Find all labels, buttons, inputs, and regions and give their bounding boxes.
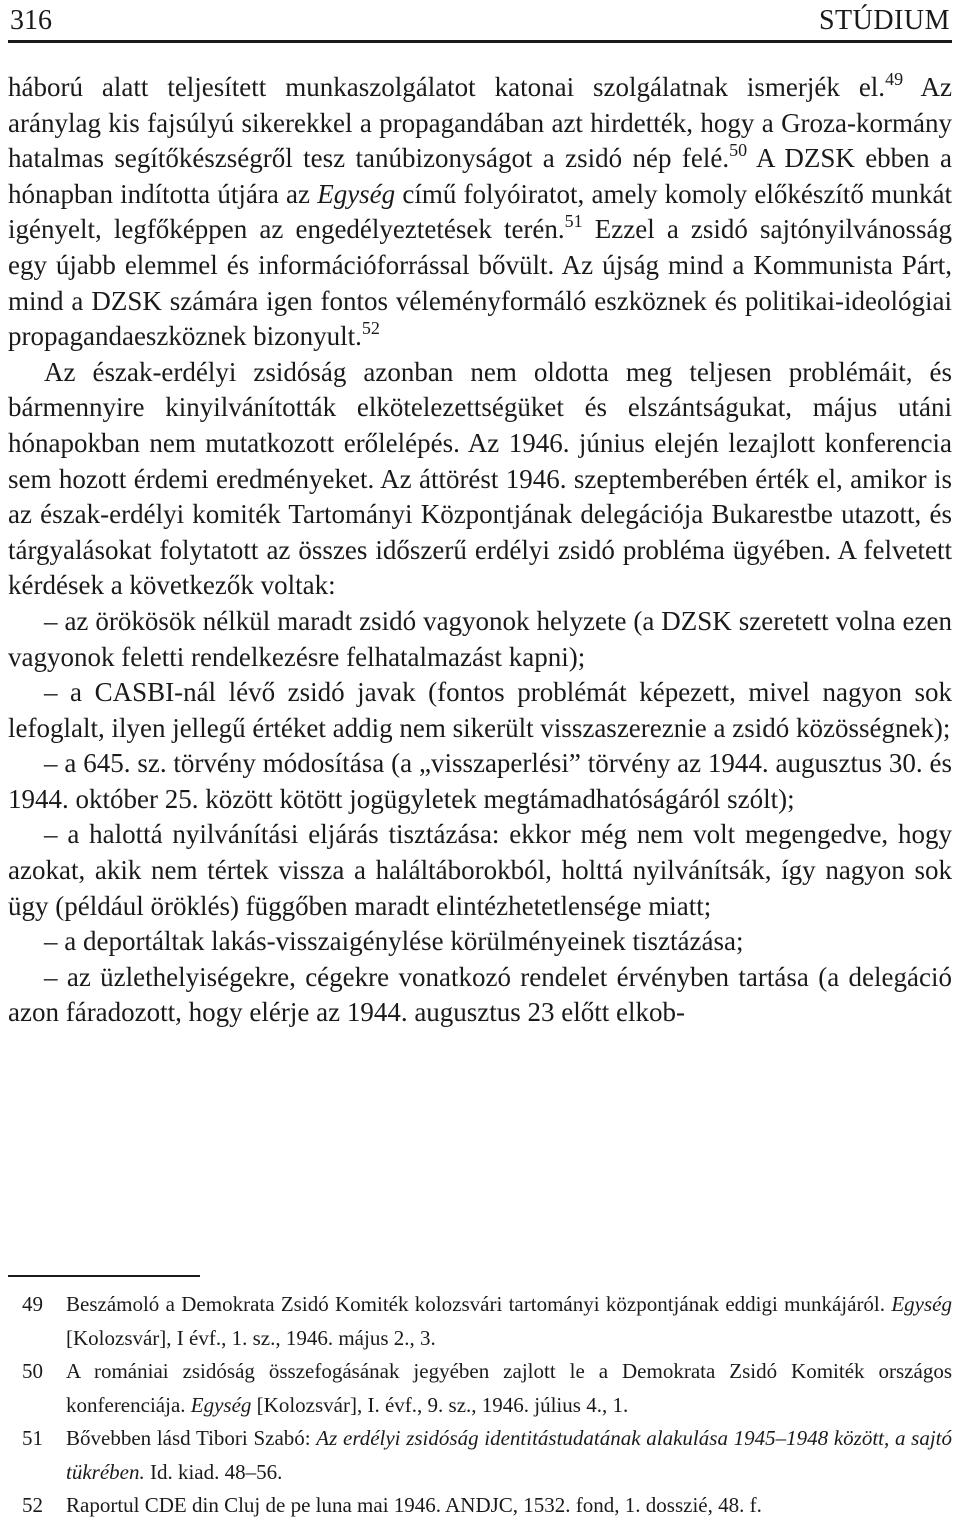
list-item: – a 645. sz. törvény módosítása (a „visszaperlési” törvény az 1944. augusztus 30. és 1944. október 25. között kötött jogügyletek megtámadhatóságáról szólt); (8, 748, 952, 814)
footnote-ref-49[interactable]: 49 (885, 69, 904, 89)
footnote-ref-50[interactable]: 50 (729, 140, 748, 161)
journal-title: Egység (317, 178, 396, 209)
footnote-number: 49 (22, 1292, 43, 1316)
footnote-ref-52[interactable]: 52 (361, 318, 380, 339)
list-item: – a deportáltak lakás-visszaigénylése körülményeinek tisztázása; (44, 926, 744, 957)
header-rule (8, 40, 952, 43)
running-title: STÚDIUM (818, 5, 950, 36)
footnote-number: 51 (22, 1426, 43, 1450)
footnote-number: 52 (22, 1493, 43, 1517)
list-item: – az örökösök nélkül maradt zsidó vagyonok helyzete (a DZSK szeretett volna ezen vagyonok feletti rendelkezésre felhatalmazást kapni); (8, 605, 952, 672)
page-number: 316 (10, 5, 52, 36)
footnote-52: 52 Raportul CDE din Cluj de pe luna mai 1946. ANDJC, 1532. fond, 1. dosszié, 48. f. (8, 1489, 952, 1523)
footnote-number: 50 (22, 1359, 43, 1383)
footnote-ref-51[interactable]: 51 (564, 211, 583, 232)
list-item: – a CASBI-nál lévő zsidó javak (fontos problémát képezett, mivel nagyon sok lefoglalt, ilyen jellegű értéket addig nem sikerült visszaszereznie a zsidó közösségnek); (8, 677, 952, 743)
body-text (8, 70, 952, 1031)
footnote-rule (8, 1275, 200, 1277)
paragraph-1: háború alatt teljesített munkaszolgálatot katonai szolgálatnak ismerjék el.$^{49}$ Az aránylag kis fajsúlyú sikerekkel a propagandában azt hirdették, hogy a Groza-kormány hatalmas segítőkészségről tesz tanúbizonyságot a zsidó nép felé.$^{50}$ A DZSK ebben a hónapban indította útjára az Egység című folyóiratot, amely komoly előkészítő munkát igényelt, legfőképpen az engedélyeztetések terén.$^{51}$ Ezzel a zsidó sajtónyilvánosság egy újabb elemmel és információforrással bővült. Az újság mind a Kommunista Párt, mind a DZSK számára igen fontos véleményformáló eszköznek és politikai-ideológiai propagandaeszköznek bizonyult.$^{52}$ (8, 69, 953, 352)
footnote-51: 51 Bővebben lásd Tibori Szabó: Az erdélyi zsidóság identitástudatának alakulása 1945–1948 között, a sajtó tükrében. Id. kiad. 48–56. (8, 1422, 952, 1489)
list-item: – a halottá nyilvánítási eljárás tisztázása: ekkor még nem volt megengedve, hogy azokat, akik nem tértek vissza a haláltáborokból, holttá nyilvánítsák, így nagyon sok ügy (például öröklés) függőben maradt elintézhetetlensége miatt; (8, 819, 952, 921)
page-header (8, 0, 952, 38)
paragraph-2: Az észak-erdélyi zsidóság azonban nem oldotta meg teljesen problémáit, és bármennyire kinyilvánították elkötelezettségüket és elszántságukat, május utáni hónapokban nem mutatkozott erőlelépés. Az 1946. június elején lezajlott konferencia sem hozott érdemi eredményeket. Az áttörést 1946. szeptemberében érték el, amikor is az észak-erdélyi komiték Tartományi Központjának delegációja Bukarestbe utazott, és tárgyalásokat folytatott az összes időszerű erdélyi zsidó probléma ügyében. A felvetett kérdések a következők voltak: (8, 356, 952, 601)
footnote-49: 49 Beszámoló a Demokrata Zsidó Komiték kolozsvári tartományi központjának eddigi munkájáról. Egység [Kolozsvár], I évf., 1. sz., 1946. május 2., 3. (8, 1288, 952, 1355)
footnote-50: 50 A romániai zsidóság összefogásának jegyében zajlott le a Demokrata Zsidó Komiték országos konferenciája. Egység [Kolozsvár], I. évf., 9. sz., 1946. július 4., 1. (8, 1355, 952, 1422)
list-item: – az üzlethelyiségekre, cégekre vonatkozó rendelet érvényben tartása (a delegáció azon fáradozott, hogy elérje az 1944. augusztus 23 előtt elkob- (8, 961, 952, 1028)
footnotes (8, 1288, 952, 1523)
